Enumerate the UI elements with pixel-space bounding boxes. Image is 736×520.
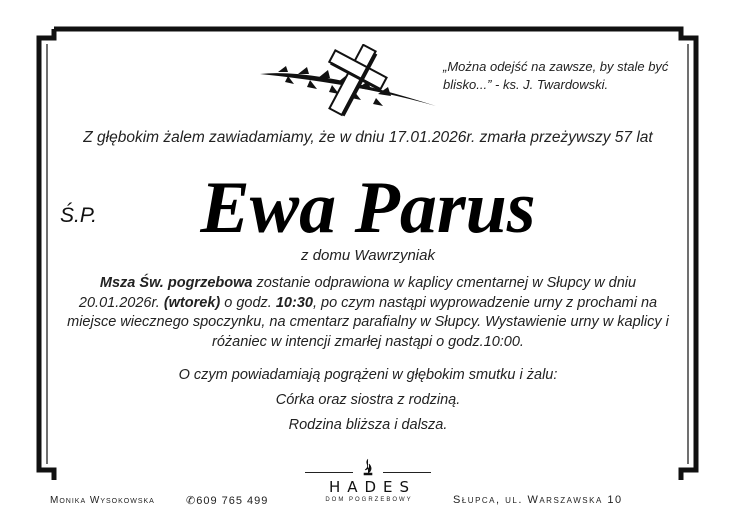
address: Słupca, ul. Warszawska 10 (453, 494, 623, 506)
brand-subtitle: DOM POGRZEBOWY (325, 497, 413, 503)
flame-icon (361, 458, 375, 476)
mourners-line-2: Rodzina bliższa i dalsza. (288, 417, 448, 433)
mass-text-2: o godz. (220, 294, 276, 311)
mourners-line-1: Córka oraz siostra z rodziną. (275, 392, 461, 408)
brand-logo (300, 478, 438, 504)
contact-name: Monika Wysokowska (50, 495, 155, 506)
mass-weekday: (wtorek) (163, 294, 221, 311)
brand-rule-right (383, 472, 431, 473)
sp-prefix: Ś.P. (60, 204, 97, 227)
death-announcement: Z głębokim żalem zawiadamiamy, że w dniu 17.01.2026r. zmarła przeżywszy 57 lat (83, 129, 653, 146)
mass-details (60, 274, 676, 352)
cross-with-palm-icon (258, 44, 443, 119)
brand-name: HADES (328, 478, 417, 496)
contact-phone: ✆609 765 499 (186, 495, 269, 507)
mass-time: 10:30 (275, 294, 313, 311)
mass-text-3: , po czym nastąpi wyprowadzenie urny z prochami na miejsce wiecznego spoczynku, na cmentarz parafialny w Słupcy. Wystawienie urny w kaplicy i różaniec w intencji zmarłej nastąpi o godz.10:00. (67, 294, 669, 350)
mourners-intro: O czym powiadamiają pogrążeni w głębokim smutku i żalu: (178, 367, 558, 383)
quote-text: „Można odejść na zawsze, by stale być blisko...” - ks. J. Twardowski. (443, 59, 669, 92)
deceased-name: Ewa Parus (200, 167, 536, 249)
brand-rule-left (305, 472, 353, 473)
mass-text-1: zostanie odprawiona w kaplicy cmentarnej w Słupcy w dniu 20.01.2026r. (78, 275, 637, 311)
maiden-name: z domu Wawrzyniak (301, 247, 435, 264)
mass-label: Msza Św. pogrzebowa (99, 275, 253, 291)
